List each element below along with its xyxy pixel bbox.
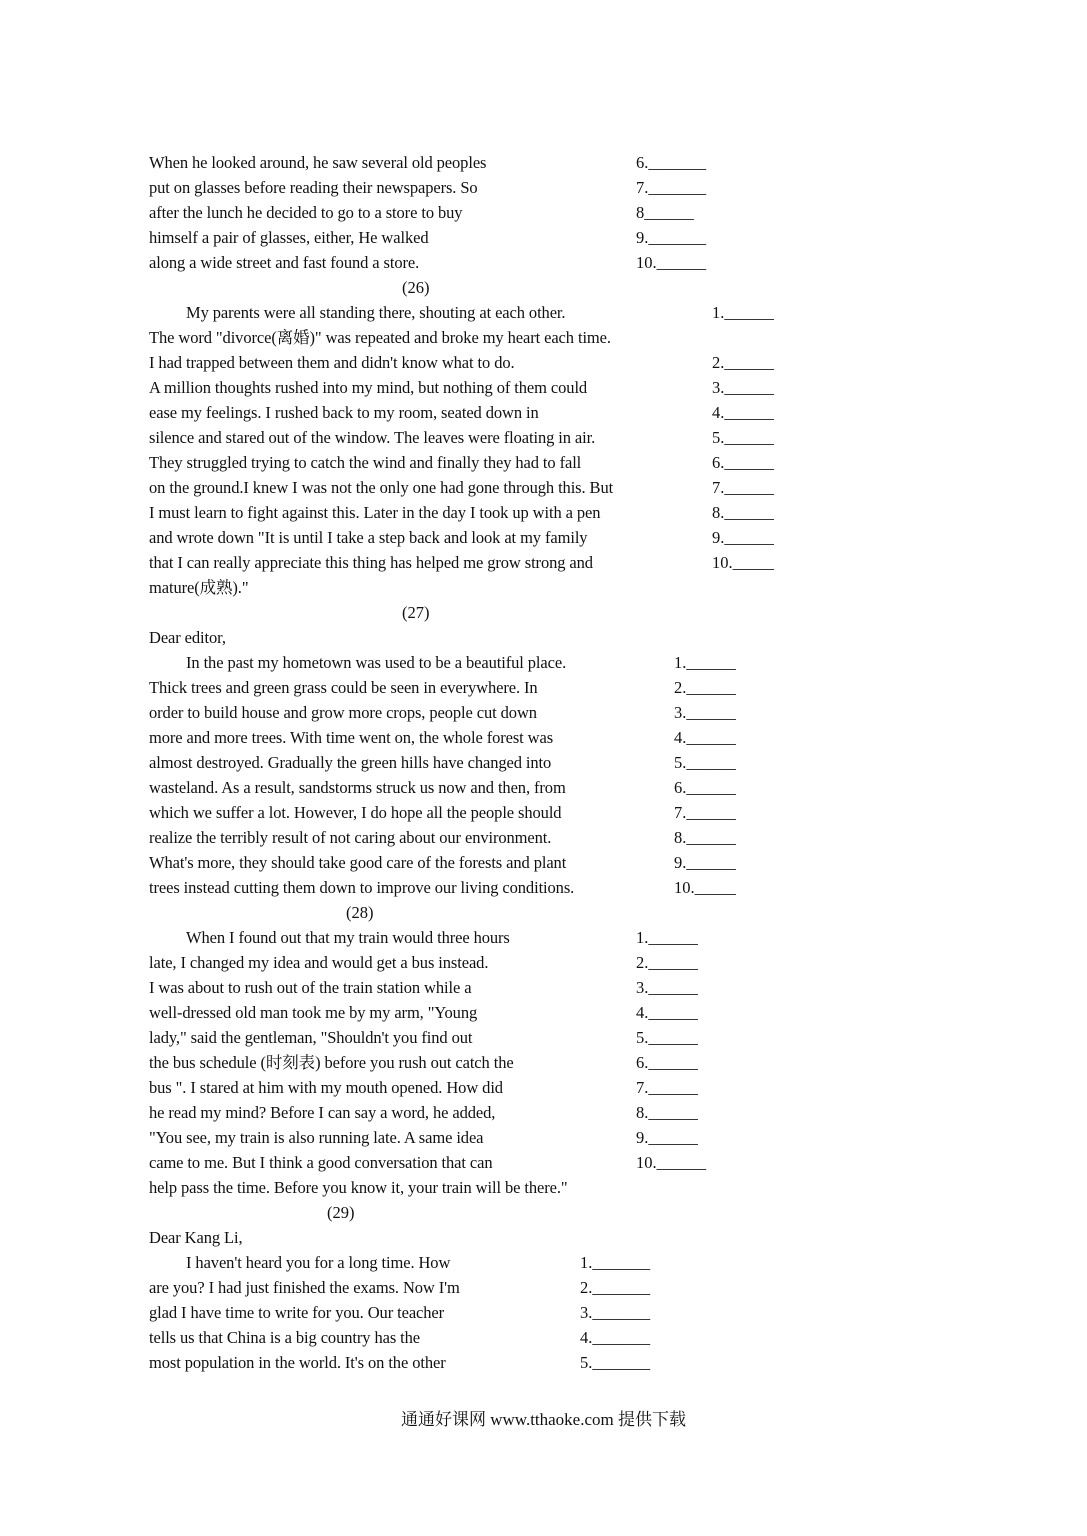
text-line: When I found out that my train would three hours [186, 928, 510, 947]
answer-blank: 10.______ [636, 253, 707, 272]
text-line: When he looked around, he saw several old peoples [149, 153, 487, 172]
text-line: The word "divorce(离婚)" was repeated and broke my heart each time. [149, 328, 611, 347]
answer-blank: 2.______ [712, 353, 774, 372]
text-line: that I can really appreciate this thing has helped me grow strong and [149, 553, 593, 572]
text-line: put on glasses before reading their newspapers. So [149, 178, 478, 197]
text-line: and wrote down "It is until I take a step back and look at my family [149, 528, 588, 547]
answer-blank: 6.______ [712, 453, 774, 472]
salutation: Dear editor, [149, 628, 226, 647]
text-line: well-dressed old man took me by my arm, "Young [149, 1003, 478, 1022]
text-line: which we suffer a lot. However, I do hope all the people should [149, 803, 562, 822]
answer-blank: 9._______ [636, 228, 707, 247]
text-line: mature(成熟)." [149, 578, 249, 597]
answer-blank: 5.______ [712, 428, 774, 447]
answer-blank: 1.______ [674, 653, 736, 672]
text-line: ease my feelings. I rushed back to my room, seated down in [149, 403, 539, 422]
text-line: They struggled trying to catch the wind and finally they had to fall [149, 453, 582, 472]
answer-blank: 10.______ [636, 1153, 707, 1172]
answer-blank: 4.______ [674, 728, 736, 747]
text-line: trees instead cutting them down to improve our living conditions. [149, 878, 575, 897]
text-line: wasteland. As a result, sandstorms struck us now and then, from [149, 778, 566, 797]
text-line: he read my mind? Before I can say a word, he added, [149, 1103, 496, 1122]
answer-blank: 2.______ [674, 678, 736, 697]
answer-blank: 5.______ [636, 1028, 698, 1047]
answer-blank: 2._______ [580, 1278, 651, 1297]
text-line: after the lunch he decided to go to a store to buy [149, 203, 463, 222]
text-line: on the ground.I knew I was not the only one had gone through this. But [149, 478, 614, 497]
page-footer: 通通好课网 www.tthaoke.com 提供下载 [400, 1410, 687, 1429]
text-line: I had trapped between them and didn't know what to do. [149, 353, 515, 372]
text-line: I was about to rush out of the train station while a [149, 978, 472, 997]
text-line: tells us that China is a big country has the [149, 1328, 421, 1347]
answer-blank: 1.______ [712, 303, 774, 322]
text-line: more and more trees. With time went on, the whole forest was [149, 728, 554, 747]
answer-blank: 6.______ [636, 1053, 698, 1072]
answer-blank: 4.______ [636, 1003, 698, 1022]
text-line: the bus schedule (时刻表) before you rush out catch the [149, 1053, 514, 1072]
answer-blank: 5._______ [580, 1353, 651, 1372]
text-line: realize the terribly result of not caring about our environment. [149, 828, 552, 847]
answer-blank: 8.______ [674, 828, 736, 847]
text-line: glad I have time to write for you. Our teacher [149, 1303, 445, 1322]
section-heading: (29) [327, 1203, 355, 1222]
answer-blank: 1._______ [580, 1253, 651, 1272]
text-line: My parents were all standing there, shouting at each other. [186, 303, 566, 322]
text-line: A million thoughts rushed into my mind, but nothing of them could [149, 378, 588, 397]
answer-blank: 7.______ [636, 1078, 698, 1097]
text-line: help pass the time. Before you know it, your train will be there." [149, 1178, 568, 1197]
answer-blank: 1.______ [636, 928, 698, 947]
answer-blank: 7.______ [674, 803, 736, 822]
answer-blank: 3.______ [674, 703, 736, 722]
answer-blank: 4.______ [712, 403, 774, 422]
text-line: himself a pair of glasses, either, He walked [149, 228, 429, 247]
answer-blank: 6.______ [674, 778, 736, 797]
answer-blank: 9.______ [636, 1128, 698, 1147]
text-line: What's more, they should take good care of the forests and plant [149, 853, 567, 872]
text-line: I haven't heard you for a long time. How [186, 1253, 451, 1272]
section-heading: (26) [402, 278, 430, 297]
answer-blank: 7._______ [636, 178, 707, 197]
answer-blank: 8______ [636, 203, 694, 222]
answer-blank: 3.______ [712, 378, 774, 397]
answer-blank: 9.______ [674, 853, 736, 872]
text-line: along a wide street and fast found a store. [149, 253, 420, 272]
text-line: Thick trees and green grass could be seen in everywhere. In [149, 678, 538, 697]
answer-blank: 10._____ [674, 878, 736, 897]
answer-blank: 2.______ [636, 953, 698, 972]
text-line: lady," said the gentleman, "Shouldn't you find out [149, 1028, 473, 1047]
answer-blank: 6._______ [636, 153, 707, 172]
text-line: are you? I had just finished the exams. Now I'm [149, 1278, 460, 1297]
text-line: almost destroyed. Gradually the green hills have changed into [149, 753, 552, 772]
section-heading: (27) [402, 603, 430, 622]
text-line: most population in the world. It's on the other [149, 1353, 446, 1372]
text-line: silence and stared out of the window. The leaves were floating in air. [149, 428, 596, 447]
answer-blank: 4._______ [580, 1328, 651, 1347]
answer-blank: 7.______ [712, 478, 774, 497]
answer-blank: 9.______ [712, 528, 774, 547]
text-line: came to me. But I think a good conversation that can [149, 1153, 493, 1172]
salutation: Dear Kang Li, [149, 1228, 243, 1247]
answer-blank: 3._______ [580, 1303, 651, 1322]
text-line: I must learn to fight against this. Later in the day I took up with a pen [149, 503, 601, 522]
answer-blank: 10._____ [712, 553, 774, 572]
text-line: "You see, my train is also running late. A same idea [149, 1128, 484, 1147]
answer-blank: 3.______ [636, 978, 698, 997]
answer-blank: 8.______ [636, 1103, 698, 1122]
text-line: bus ". I stared at him with my mouth opened. How did [149, 1078, 503, 1097]
answer-blank: 8.______ [712, 503, 774, 522]
answer-blank: 5.______ [674, 753, 736, 772]
text-line: order to build house and grow more crops, people cut down [149, 703, 537, 722]
text-line: In the past my hometown was used to be a beautiful place. [186, 653, 567, 672]
text-line: late, I changed my idea and would get a bus instead. [149, 953, 489, 972]
section-heading: (28) [346, 903, 374, 922]
